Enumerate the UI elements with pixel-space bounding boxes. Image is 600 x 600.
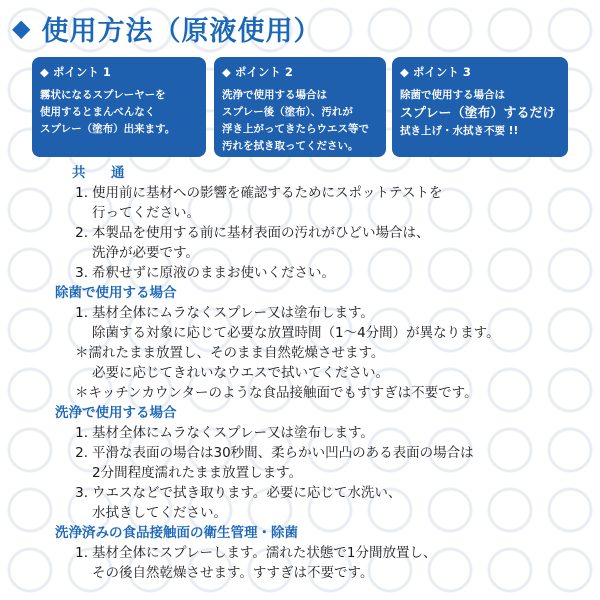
- section-heading-food-contact: 洗浄済みの食品接触面の衛生管理・除菌: [55, 525, 298, 541]
- list-item: 1. 使用前に基材への影響を確認するためにスポットテストを: [75, 185, 443, 201]
- list-item-continued: 行ってください。: [92, 205, 200, 221]
- section-heading-common: 共 通: [72, 165, 131, 181]
- point-line: 洗浄で使用する場合は: [222, 89, 327, 101]
- section-heading-sanitize: 除菌で使用する場合: [55, 285, 177, 301]
- list-item: 2. 平滑な表面の場合は30秒間、柔らかい凹凸のある表面の場合は: [75, 445, 474, 461]
- page-title-text: 使用方法（原液使用）: [41, 15, 322, 47]
- list-item: 3. 希釈せずに原液のままお使いください。: [75, 265, 335, 281]
- list-item: 2. 本製品を使用する前に基材表面の汚れがひどい場合は、: [75, 225, 430, 241]
- list-item: 3. ウエスなどで拭き取ります。必要に応じて水洗い、: [75, 485, 402, 501]
- instructions: [0, 163, 600, 583]
- list-item: 1. 基材全体にムラなくスプレー又は塗布します。: [75, 425, 374, 441]
- note: ＊濡れたまま放置し、そのまま自然乾燥させます。: [75, 345, 385, 361]
- list-item-continued: 洗浄が必要です。: [92, 245, 199, 261]
- list-item-continued: 除菌する対象に応じて必要な放置時間（1〜4分間）が異なります。: [92, 325, 500, 341]
- note: ＊キッチンカウンターのような食品接触面でもすすぎは不要です。: [75, 385, 478, 401]
- list-item: 1. 基材全体にムラなくスプレー又は塗布します。: [75, 305, 374, 321]
- point-line: 霧状になるスプレーヤーを: [40, 89, 166, 101]
- section-heading-wash: 洗浄で使用する場合: [55, 405, 177, 421]
- note-continued: 必要に応じてきれいなウエスで拭いてください。: [92, 365, 389, 381]
- point-box-1: [32, 57, 206, 157]
- page-title: [12, 8, 321, 48]
- point-line: 拭き上げ・水拭き不要 !!: [400, 125, 519, 137]
- point-box-2: [214, 57, 386, 157]
- list-item-continued: 水拭きしてください。: [92, 505, 227, 521]
- diamond-icon: ◆: [12, 14, 32, 42]
- point-header: ◆ ポイント 2: [222, 65, 293, 79]
- point-line: スプレー（塗布）出来ます。: [40, 123, 176, 135]
- point-box-3: [392, 57, 568, 157]
- point-line: 使用するとまんべんなく: [40, 106, 156, 118]
- point-header: ◆ ポイント 1: [40, 65, 111, 79]
- point-line: 除菌で使用する場合は: [400, 89, 505, 101]
- point-line: 汚れを拭き取ってください。: [222, 140, 359, 152]
- list-item-continued: 2分間程度濡れたまま放置します。: [92, 465, 303, 481]
- list-item: 1. 基材全体にスプレーします。濡れた状態で1分間放置し、: [75, 545, 437, 561]
- point-line: スプレー（塗布）するだけ: [400, 106, 556, 121]
- point-line: 浮き上がってきたらウエス等で: [222, 123, 369, 135]
- point-header: ◆ ポイント 3: [400, 65, 471, 79]
- list-item-continued: その後自然乾燥させます。すすぎは不要です。: [92, 565, 374, 581]
- point-line: スプレー後（塗布）、汚れが: [222, 106, 353, 118]
